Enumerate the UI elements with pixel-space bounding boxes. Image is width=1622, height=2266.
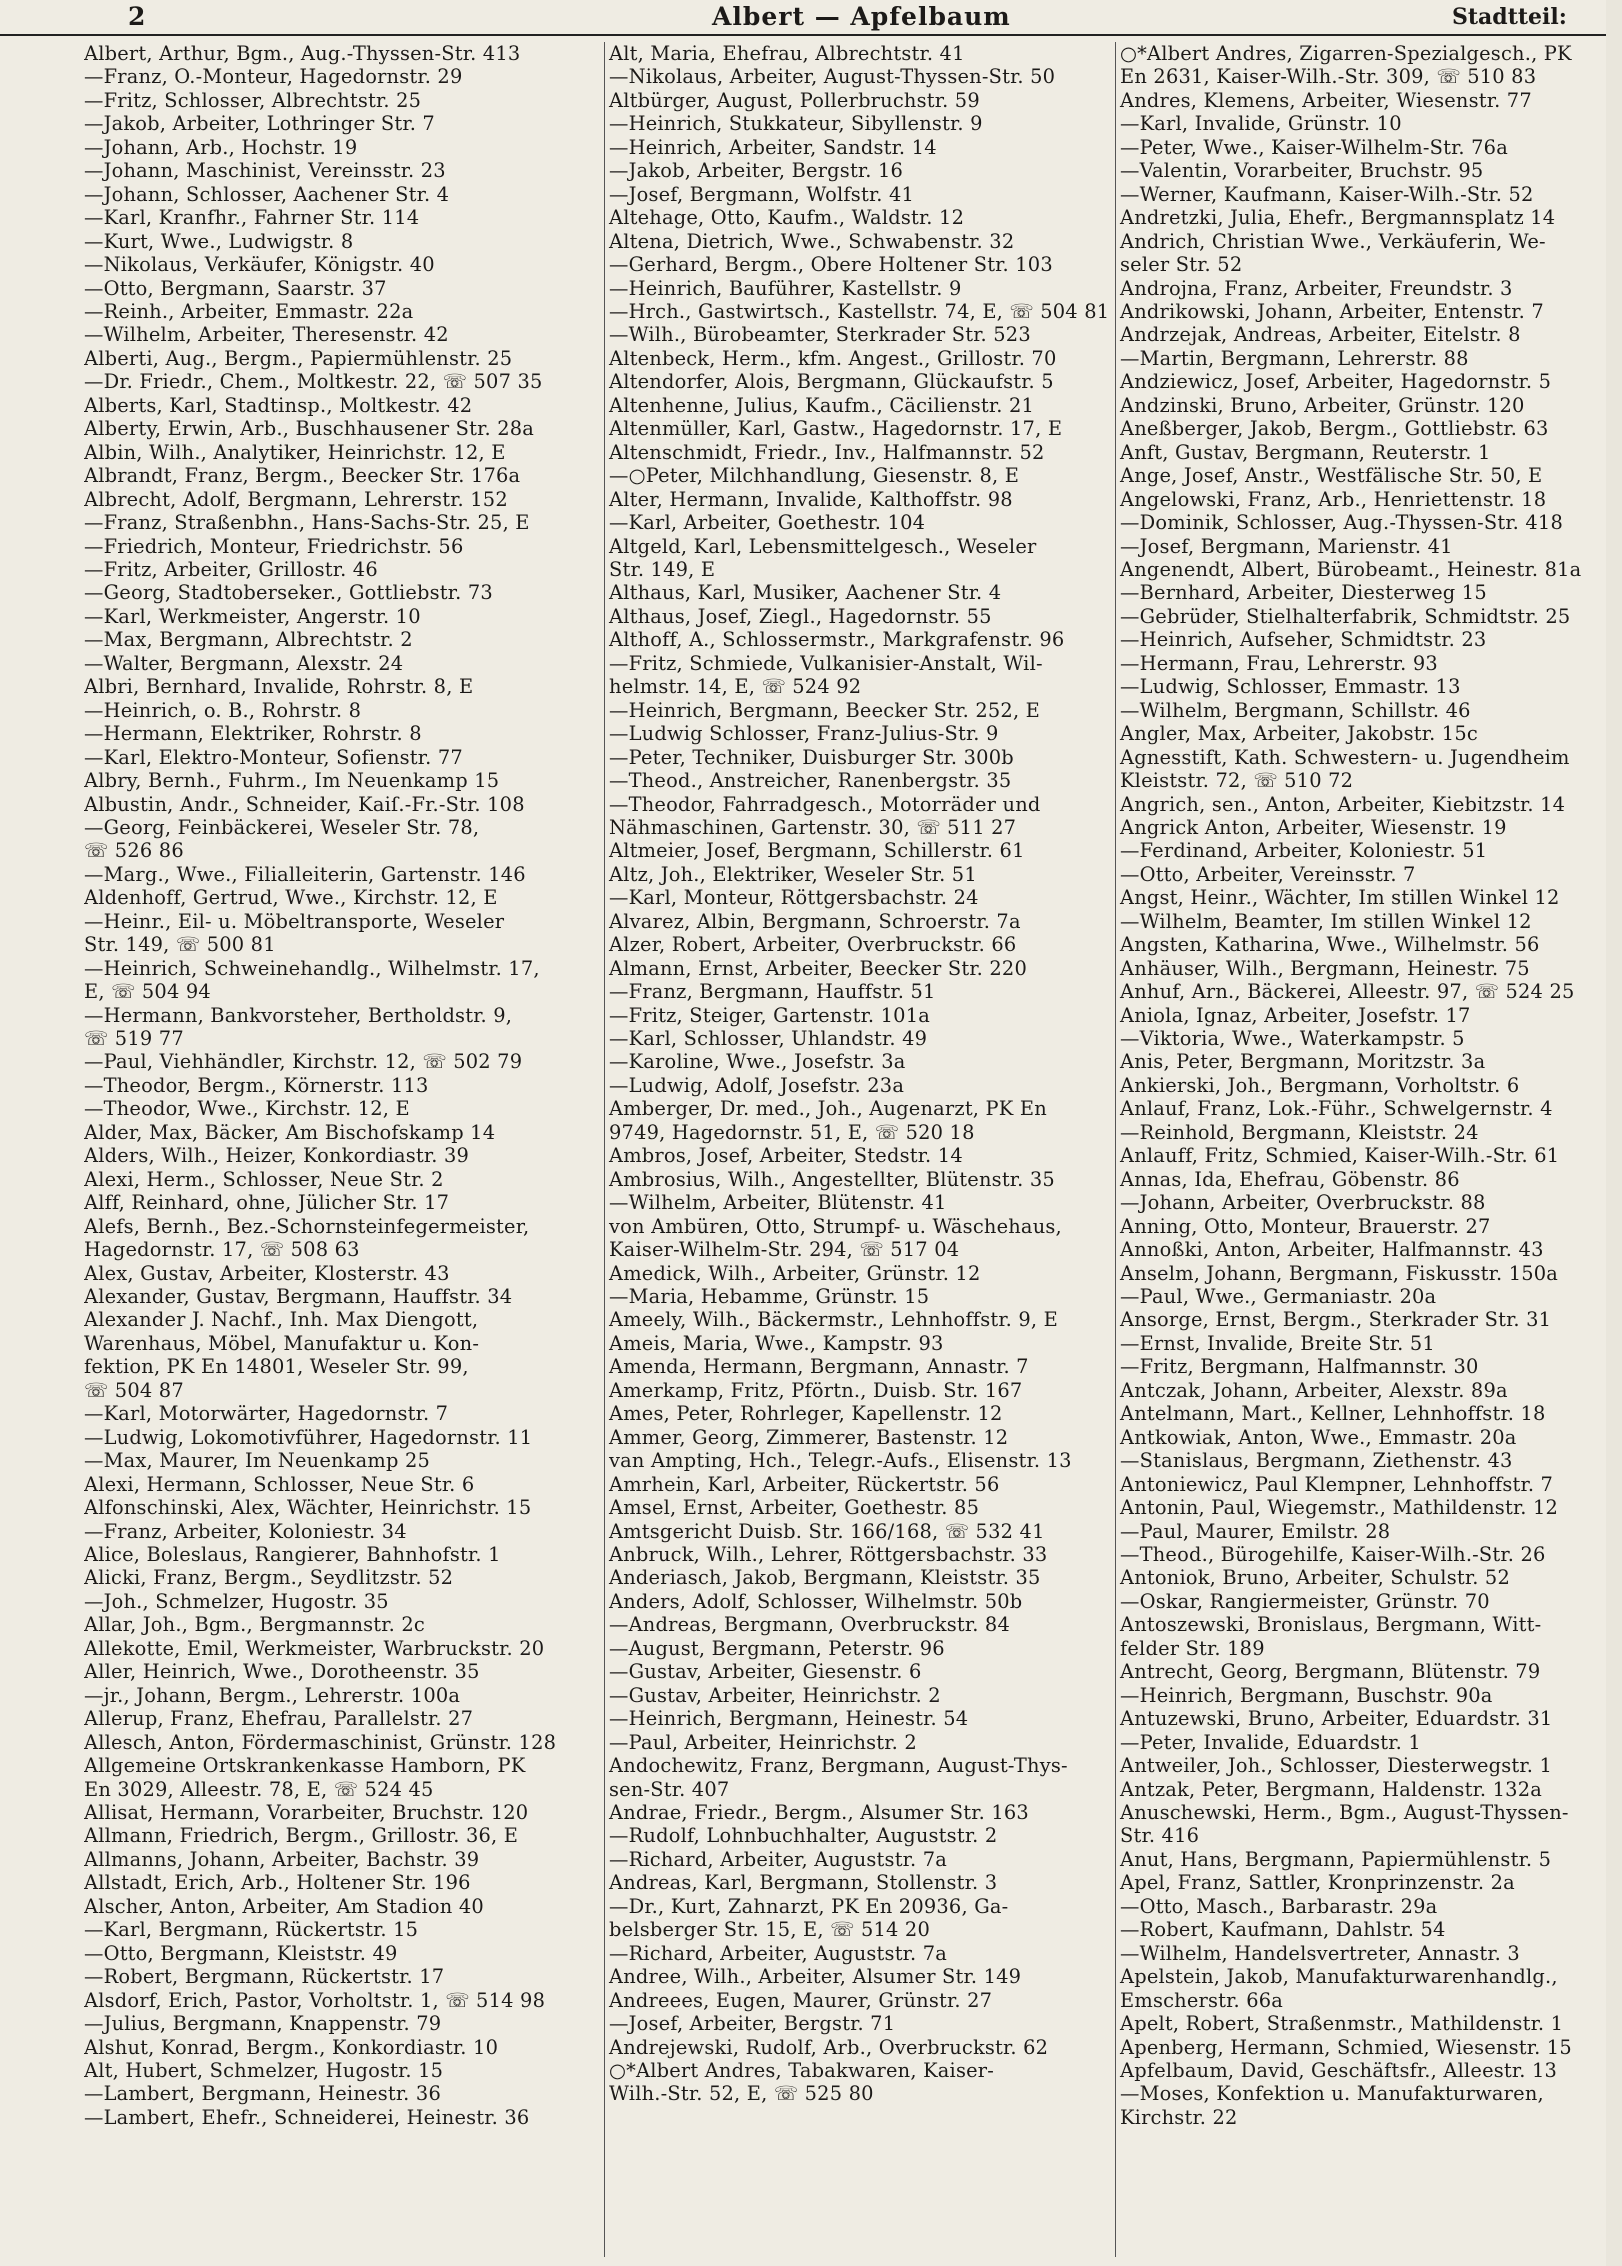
directory-entry: Altz, Joh., Elektriker, Weseler Str. 51	[609, 862, 977, 886]
directory-entry: Almann, Ernst, Arbeiter, Beecker Str. 220	[609, 956, 1028, 980]
directory-entry: Anhäuser, Wilh., Bergmann, Heinestr. 75	[1120, 956, 1530, 980]
directory-entry: —Josef, Bergmann, Marienstr. 41	[1120, 534, 1453, 558]
directory-entry: Kaiser-Wilhelm-Str. 294, ☏ 517 04	[609, 1238, 960, 1262]
directory-entry: Apenberg, Hermann, Schmied, Wiesenstr. 15	[1120, 2035, 1572, 2059]
header-right-label: Stadtteil:	[1452, 4, 1567, 30]
directory-entry: Antonin, Paul, Wiegemstr., Mathildenstr. 12	[1120, 1496, 1559, 1520]
directory-entry: Antoszewski, Bronislaus, Bergmann, Witt-	[1120, 1613, 1542, 1637]
directory-entry: Hagedornstr. 17, ☏ 508 63	[84, 1238, 360, 1262]
directory-entry: Aneßberger, Jakob, Bergm., Gottliebstr. 63	[1120, 417, 1549, 441]
directory-entry: —Georg, Stadtoberseker., Gottliebstr. 73	[84, 581, 493, 605]
directory-entry: Andrich, Christian Wwe., Verkäuferin, We-	[1120, 229, 1546, 253]
directory-entry: Ames, Peter, Rohrleger, Kapellenstr. 12	[609, 1402, 1003, 1426]
directory-entry: —Lambert, Ehefr., Schneiderei, Heinestr. 36	[84, 2105, 530, 2129]
directory-entry: —Walter, Bergmann, Alexstr. 24	[84, 651, 404, 675]
directory-entry: Alicki, Franz, Bergm., Seydlitzstr. 52	[84, 1566, 454, 1590]
directory-entry: Altbürger, August, Pollerbruchstr. 59	[609, 88, 980, 112]
directory-entry: Amerkamp, Fritz, Pförtn., Duisb. Str. 167	[609, 1378, 1023, 1402]
directory-entry: —Paul, Maurer, Emilstr. 28	[1120, 1519, 1391, 1543]
directory-entry: —Viktoria, Wwe., Waterkampstr. 5	[1120, 1027, 1465, 1051]
directory-entry: Andreees, Eugen, Maurer, Grünstr. 27	[609, 1988, 993, 2012]
directory-entry: Altenbeck, Herm., kfm. Angest., Grillostr. 70	[609, 346, 1057, 370]
directory-entry: Str. 149, E	[609, 557, 716, 581]
directory-entry: —Dr., Kurt, Zahnarzt, PK En 20936, Ga-	[609, 1894, 1009, 1918]
directory-entry: —Gebrüder, Stielhalterfabrik, Schmidtstr. 25	[1120, 604, 1571, 628]
directory-entry: —Gustav, Arbeiter, Giesenstr. 6	[609, 1660, 922, 1684]
directory-entry: Apelt, Robert, Straßenmstr., Mathildenstr. 1	[1120, 2012, 1564, 2036]
directory-entry: Andree, Wilh., Arbeiter, Alsumer Str. 149	[609, 1965, 1022, 1989]
directory-entry: ☏ 519 77	[84, 1027, 184, 1051]
column-2	[604, 42, 1111, 2257]
directory-entry: Nähmaschinen, Gartenstr. 30, ☏ 511 27	[609, 815, 1017, 839]
directory-entry: —Karl, Werkmeister, Angerstr. 10	[84, 604, 421, 628]
directory-entry: Kirchstr. 22	[1120, 2105, 1238, 2129]
directory-entry: Anft, Gustav, Bergmann, Reuterstr. 1	[1120, 440, 1491, 464]
directory-entry: —Stanislaus, Bergmann, Ziethenstr. 43	[1120, 1449, 1513, 1473]
directory-entry: —Johann, Arb., Hochstr. 19	[84, 135, 358, 159]
directory-entry: —Nikolaus, Arbeiter, August-Thyssen-Str. 50	[609, 65, 1056, 89]
directory-entry: —Heinrich, Aufseher, Schmidtstr. 23	[1120, 628, 1487, 652]
directory-entry: —Max, Maurer, Im Neuenkamp 25	[84, 1449, 431, 1473]
page-number: 2	[128, 2, 146, 31]
directory-entry: —Johann, Schlosser, Aachener Str. 4	[84, 182, 450, 206]
directory-entry: Allisat, Hermann, Vorarbeiter, Bruchstr. 120	[84, 1800, 529, 1824]
directory-entry: —August, Bergmann, Peterstr. 96	[609, 1636, 945, 1660]
directory-entry: Allmanns, Johann, Arbeiter, Bachstr. 39	[84, 1847, 480, 1871]
directory-entry: van Ampting, Hch., Telegr.-Aufs., Elisenstr. 13	[609, 1449, 1072, 1473]
directory-entry: —Richard, Arbeiter, Auguststr. 7a	[609, 1941, 948, 1965]
directory-entry: Alfonschinski, Alex, Wächter, Heinrichstr. 15	[84, 1496, 532, 1520]
page-header	[0, 0, 1606, 36]
directory-entry: Alice, Boleslaus, Rangierer, Bahnhofstr. 1	[84, 1543, 501, 1566]
directory-entry: Antweiler, Joh., Schlosser, Diesterwegstr. 1	[1120, 1754, 1553, 1778]
directory-entry: Albrecht, Adolf, Bergmann, Lehrerstr. 152	[84, 487, 508, 511]
directory-entry: —Franz, O.-Monteur, Hagedornstr. 29	[84, 65, 463, 89]
directory-entry: —Max, Bergmann, Albrechtstr. 2	[84, 628, 413, 652]
directory-entry: Anselm, Johann, Bergmann, Fiskusstr. 150a	[1120, 1261, 1559, 1285]
directory-entry: —Johann, Maschinist, Vereinsstr. 23	[84, 159, 446, 183]
directory-entry: —Josef, Arbeiter, Bergstr. 71	[609, 2012, 896, 2036]
directory-entry: Andretzki, Julia, Ehefr., Bergmannsplatz 14	[1120, 206, 1556, 230]
directory-entry: —Fritz, Steiger, Gartenstr. 101a	[609, 1003, 931, 1027]
directory-entry: Ambros, Josef, Arbeiter, Stedstr. 14	[609, 1144, 963, 1168]
directory-entry: Altena, Dietrich, Wwe., Schwabenstr. 32	[609, 229, 1015, 253]
directory-entry: —Georg, Feinbäckerei, Weseler Str. 78,	[84, 815, 480, 839]
directory-entry: Altgeld, Karl, Lebensmittelgesch., Weseler	[609, 534, 1037, 558]
directory-entry: —Valentin, Vorarbeiter, Bruchstr. 95	[1120, 159, 1484, 183]
directory-entry: Antczak, Johann, Arbeiter, Alexstr. 89a	[1120, 1378, 1508, 1402]
directory-entry: Anis, Peter, Bergmann, Moritzstr. 3a	[1120, 1050, 1486, 1074]
directory-entry: Albrandt, Franz, Bergm., Beecker Str. 176a	[84, 464, 521, 488]
directory-entry: Ammer, Georg, Zimmerer, Bastenstr. 12	[609, 1425, 1009, 1449]
directory-entry: —Paul, Wwe., Germaniastr. 20a	[1120, 1285, 1437, 1309]
directory-entry: —Wilhelm, Handelsvertreter, Annastr. 3	[1120, 1941, 1520, 1965]
directory-entry: Alff, Reinhard, ohne, Jülicher Str. 17	[84, 1191, 450, 1215]
directory-entry: Antoniewicz, Paul Klempner, Lehnhoffstr. 7	[1120, 1472, 1554, 1496]
directory-entry: —Joh., Schmelzer, Hugostr. 35	[84, 1589, 389, 1613]
directory-entry: Ange, Josef, Anstr., Westfälische Str. 50, E	[1120, 464, 1543, 488]
directory-entry: —Johann, Arbeiter, Overbruckstr. 88	[1120, 1191, 1486, 1215]
directory-entry: —○Peter, Milchhandlung, Giesenstr. 8, E	[609, 464, 1020, 488]
directory-entry: —Maria, Hebamme, Grünstr. 15	[609, 1285, 930, 1309]
directory-entry: ☏ 504 87	[84, 1378, 184, 1402]
directory-entry: Alt, Hubert, Schmelzer, Hugostr. 15	[84, 2058, 444, 2082]
directory-entry: Andrzejak, Andreas, Arbeiter, Eitelstr. 8	[1120, 323, 1521, 347]
directory-entry: —Otto, Bergmann, Saarstr. 37	[84, 276, 387, 300]
directory-entry: Antoniok, Bruno, Arbeiter, Schulstr. 52	[1120, 1566, 1510, 1590]
directory-entry: —Reinhold, Bergmann, Kleiststr. 24	[1120, 1120, 1479, 1144]
directory-entry: Alter, Hermann, Invalide, Kalthoffstr. 98	[609, 487, 1013, 511]
directory-entry: —Ferdinand, Arbeiter, Koloniestr. 51	[1120, 839, 1488, 863]
directory-entry: —Robert, Kaufmann, Dahlstr. 54	[1120, 1918, 1446, 1942]
directory-entry: Anders, Adolf, Schlosser, Wilhelmstr. 50b	[609, 1589, 1023, 1613]
directory-entry: —Martin, Bergmann, Lehrerstr. 88	[1120, 346, 1469, 370]
directory-entry: Allekotte, Emil, Werkmeister, Warbruckstr. 20	[84, 1636, 545, 1660]
column-3	[1115, 42, 1607, 2257]
directory-entry: —Jakob, Arbeiter, Bergstr. 16	[609, 159, 904, 183]
directory-entry: Allstadt, Erich, Arb., Holtener Str. 196	[84, 1871, 471, 1895]
directory-entry: Allesch, Anton, Fördermaschinist, Grünstr. 128	[84, 1730, 557, 1754]
directory-entry: Anut, Hans, Bergmann, Papiermühlenstr. 5	[1120, 1847, 1552, 1871]
directory-entry: —Franz, Arbeiter, Koloniestr. 34	[84, 1519, 407, 1543]
directory-entry: —jr., Johann, Bergm., Lehrerstr. 100a	[84, 1683, 461, 1707]
directory-entry: —Lambert, Bergmann, Heinestr. 36	[84, 2082, 441, 2106]
running-title: Albert — Apfelbaum	[712, 2, 1011, 31]
directory-entry: Anderiasch, Jakob, Bergmann, Kleiststr. 35	[609, 1566, 1041, 1590]
directory-entry: felder Str. 189	[1120, 1636, 1265, 1660]
directory-entry: Allgemeine Ortskrankenkasse Hamborn, PK	[84, 1754, 526, 1778]
directory-entry: Str. 149, ☏ 500 81	[84, 933, 276, 957]
directory-entry: Ansorge, Ernst, Bergm., Sterkrader Str. 31	[1120, 1308, 1552, 1332]
directory-entry: Alexi, Herm., Schlosser, Neue Str. 2	[84, 1167, 444, 1191]
column-1	[84, 42, 580, 2257]
directory-entry: Altendorfer, Alois, Bergmann, Glückaufstr. 5	[609, 370, 1054, 394]
directory-entry: Alefs, Bernh., Bez.-Schornsteinfegermeister,	[84, 1214, 530, 1238]
directory-entry: —Peter, Wwe., Kaiser-Wilhelm-Str. 76a	[1120, 135, 1508, 159]
directory-entry: sen-Str. 407	[609, 1777, 730, 1801]
directory-entry: Andzinski, Bruno, Arbeiter, Grünstr. 120	[1120, 393, 1525, 417]
directory-entry: —Heinrich, Bergmann, Buschstr. 90a	[1120, 1683, 1493, 1707]
directory-entry: —Karl, Bergmann, Rückertstr. 15	[84, 1918, 419, 1942]
directory-entry: Albert, Arthur, Bgm., Aug.-Thyssen-Str. 413	[84, 42, 521, 65]
directory-entry: —Heinrich, Schweinehandlg., Wilhelmstr. 17,	[84, 956, 540, 980]
directory-entry: —Otto, Bergmann, Kleiststr. 49	[84, 1941, 398, 1965]
directory-entry: Amrhein, Karl, Arbeiter, Rückertstr. 56	[609, 1472, 1000, 1496]
directory-entry: —Karl, Arbeiter, Goethestr. 104	[609, 511, 926, 535]
directory-entry: Alder, Max, Bäcker, Am Bischofskamp 14	[84, 1120, 496, 1144]
directory-entry: —Karl, Motorwärter, Hagedornstr. 7	[84, 1402, 449, 1426]
directory-entry: Ameely, Wilh., Bäckermstr., Lehnhoffstr. 9, E	[609, 1308, 1059, 1332]
directory-entry: Agnesstift, Kath. Schwestern- u. Jugendheim	[1120, 745, 1570, 769]
directory-entry: Andrejewski, Rudolf, Arb., Overbruckstr. 62	[609, 2035, 1049, 2059]
directory-entry: von Ambüren, Otto, Strumpf- u. Wäschehaus,	[609, 1214, 1062, 1238]
directory-entry: Albustin, Andr., Schneider, Kaiſ.-Fr.-Str. 108	[84, 792, 525, 816]
directory-entry: Aldenhoff, Gertrud, Wwe., Kirchstr. 12, E	[84, 886, 498, 910]
directory-entry: —Kurt, Wwe., Ludwigstr. 8	[84, 229, 354, 253]
directory-entry: Amsel, Ernst, Arbeiter, Goethestr. 85	[609, 1496, 980, 1520]
directory-entry: —Wilhelm, Beamter, Im stillen Winkel 12	[1120, 909, 1532, 933]
directory-entry: Amtsgericht Duisb. Str. 166/168, ☏ 532 41	[609, 1519, 1045, 1543]
directory-entry: Althaus, Josef, Ziegl., Hagedornstr. 55	[609, 604, 992, 628]
directory-entry: —Andreas, Bergmann, Overbruckstr. 84	[609, 1613, 1010, 1637]
directory-entry: —Karl, Schlosser, Uhlandstr. 49	[609, 1027, 928, 1051]
directory-entry: Andrae, Friedr., Bergm., Alsumer Str. 163	[609, 1800, 1029, 1824]
directory-entry: Apel, Franz, Sattler, Kronprinzenstr. 2a	[1120, 1871, 1515, 1895]
directory-entry: Alvarez, Albin, Bergmann, Schroerstr. 7a	[609, 909, 1021, 933]
directory-entry: Alshut, Konrad, Bergm., Konkordiastr. 10	[84, 2035, 499, 2059]
directory-entry: —Paul, Arbeiter, Heinrichstr. 2	[609, 1730, 917, 1754]
directory-entry: Aniola, Ignaz, Arbeiter, Josefstr. 17	[1120, 1003, 1471, 1027]
directory-entry: —Theodor, Bergm., Körnerstr. 113	[84, 1073, 429, 1097]
directory-entry: —Ludwig, Schlosser, Emmastr. 13	[1120, 675, 1461, 699]
directory-entry: Annas, Ida, Ehefrau, Göbenstr. 86	[1120, 1167, 1460, 1191]
directory-entry: —Wilh., Bürobeamter, Sterkrader Str. 523	[609, 323, 1031, 347]
directory-entry: Emscherstr. 66a	[1120, 1988, 1284, 2012]
directory-entry: Angelowski, Franz, Arb., Henriettenstr. 18	[1120, 487, 1547, 511]
directory-entry: Albri, Bernhard, Invalide, Rohrstr. 8, E	[84, 675, 474, 699]
directory-entry: Angenendt, Albert, Bürobeamt., Heinestr. 81a	[1120, 557, 1582, 581]
directory-entry: Andziewicz, Josef, Arbeiter, Hagedornstr. 5	[1120, 370, 1552, 394]
directory-entry: Anlauff, Fritz, Schmied, Kaiser-Wilh.-Str. 61	[1120, 1144, 1560, 1168]
directory-entry: —Heinrich, o. B., Rohrstr. 8	[84, 698, 362, 722]
directory-entry: —Hrch., Gastwirtsch., Kastellstr. 74, E, ☏ 504 81	[609, 299, 1110, 323]
directory-entry: —Dominik, Schlosser, Aug.-Thyssen-Str. 418	[1120, 511, 1563, 535]
directory-entry: Warenhaus, Möbel, Manufaktur u. Kon-	[84, 1331, 480, 1355]
directory-entry: Amberger, Dr. med., Joh., Augenarzt, PK En	[609, 1097, 1047, 1121]
directory-entry: Anlauf, Franz, Lok.-Führ., Schwelgernstr. 4	[1120, 1097, 1553, 1121]
directory-entry: Alsdorf, Erich, Pastor, Vorholtstr. 1, ☏ 514 98	[84, 1988, 546, 2012]
directory-entry: —Heinrich, Arbeiter, Sandstr. 14	[609, 135, 937, 159]
directory-entry: Annoßki, Anton, Arbeiter, Halfmannstr. 43	[1120, 1238, 1544, 1262]
directory-entry: —Heinrich, Bergmann, Beecker Str. 252, E	[609, 698, 1041, 722]
directory-entry: Albin, Wilh., Analytiker, Heinrichstr. 12, E	[84, 440, 506, 464]
directory-entry: —Josef, Bergmann, Wolfstr. 41	[609, 182, 915, 206]
directory-entry: —Theodor, Fahrradgesch., Motorräder und	[609, 792, 1041, 816]
directory-entry: —Karl, Elektro-Monteur, Sofienstr. 77	[84, 745, 463, 769]
directory-entry: Wilh.-Str. 52, E, ☏ 525 80	[609, 2082, 874, 2106]
directory-entry: Andochewitz, Franz, Bergmann, August-Thys-	[609, 1754, 1068, 1778]
directory-entry: Altenmüller, Karl, Gastw., Hagedornstr. 17, E	[609, 417, 1063, 441]
directory-entry: —Karoline, Wwe., Josefstr. 3a	[609, 1050, 906, 1074]
directory-entry: —Otto, Masch., Barbarastr. 29a	[1120, 1894, 1438, 1918]
directory-entry: —Peter, Techniker, Duisburger Str. 300b	[609, 745, 1014, 769]
directory-entry: 9749, Hagedornstr. 51, E, ☏ 520 18	[609, 1120, 975, 1144]
directory-entry: —Peter, Invalide, Eduardstr. 1	[1120, 1730, 1421, 1754]
directory-entry: —Ludwig, Lokomotivführer, Hagedornstr. 11	[84, 1425, 533, 1449]
directory-entry: Allerup, Franz, Ehefrau, Parallelstr. 27	[84, 1707, 474, 1731]
directory-entry: Apelstein, Jakob, Manufakturwarenhandlg.,	[1120, 1965, 1558, 1989]
directory-entry: —Karl, Invalide, Grünstr. 10	[1120, 112, 1402, 136]
directory-entry: —Karl, Kranfhr., Fahrner Str. 114	[84, 206, 420, 230]
directory-entry: Str. 416	[1120, 1824, 1200, 1848]
directory-entry: Antuzewski, Bruno, Arbeiter, Eduardstr. 31	[1120, 1707, 1553, 1731]
directory-entry: —Marg., Wwe., Filialleiterin, Gartenstr. 146	[84, 862, 526, 886]
directory-entry: En 3029, Alleestr. 78, E, ☏ 524 45	[84, 1777, 434, 1801]
directory-entry: Angrich, sen., Anton, Arbeiter, Kiebitzstr. 14	[1120, 792, 1566, 816]
directory-entry: Althoff, A., Schlossermstr., Markgrafenstr. 96	[609, 628, 1065, 652]
directory-entry: ○*Albert Andres, Zigarren-Spezialgesch., PK	[1120, 42, 1572, 65]
directory-entry: belsberger Str. 15, E, ☏ 514 20	[609, 1918, 931, 1942]
directory-entry: —Hermann, Elektriker, Rohrstr. 8	[84, 722, 422, 746]
directory-entry: —Fritz, Schmiede, Vulkanisier-Anstalt, Wil-	[609, 651, 1043, 675]
directory-entry: —Wilhelm, Bergmann, Schillstr. 46	[1120, 698, 1471, 722]
directory-entry: Amedick, Wilh., Arbeiter, Grünstr. 12	[609, 1261, 981, 1285]
directory-entry: —Ernst, Invalide, Breite Str. 51	[1120, 1331, 1435, 1355]
directory-entry: Andrikowski, Johann, Arbeiter, Entenstr. 7	[1120, 299, 1544, 323]
directory-entry: Aller, Heinrich, Wwe., Dorotheenstr. 35	[84, 1660, 480, 1684]
directory-entry: —Karl, Monteur, Röttgersbachstr. 24	[609, 886, 979, 910]
directory-entry: Alzer, Robert, Arbeiter, Overbruckstr. 66	[609, 933, 1017, 957]
directory-entry: —Dr. Friedr., Chem., Moltkestr. 22, ☏ 507 35	[84, 370, 543, 394]
directory-entry: —Heinrich, Bergmann, Heinestr. 54	[609, 1707, 969, 1731]
directory-entry: Antkowiak, Anton, Wwe., Emmastr. 20a	[1120, 1425, 1517, 1449]
directory-entry: Alberti, Aug., Bergm., Papiermühlenstr. 25	[84, 346, 513, 370]
directory-entry: Andreas, Karl, Bergmann, Stollenstr. 3	[609, 1871, 998, 1895]
directory-entry: —Fritz, Bergmann, Halfmannstr. 30	[1120, 1355, 1479, 1379]
directory-entry: Angsten, Katharina, Wwe., Wilhelmstr. 56	[1120, 933, 1540, 957]
directory-entry: —Hermann, Bankvorsteher, Bertholdstr. 9,	[84, 1003, 513, 1027]
directory-entry: —Moses, Konfektion u. Manufakturwaren,	[1120, 2082, 1544, 2106]
directory-entry: Anuschewski, Herm., Bgm., August-Thyssen-	[1120, 1800, 1569, 1824]
directory-entry: Altenhenne, Julius, Kaufm., Cäcilienstr. 21	[609, 393, 1035, 417]
directory-entry: helmstr. 14, E, ☏ 524 92	[609, 675, 862, 699]
directory-entry: Ameis, Maria, Wwe., Kampstr. 93	[609, 1331, 944, 1355]
directory-entry: Altehage, Otto, Kaufm., Waldstr. 12	[609, 206, 965, 230]
directory-entry: Anbruck, Wilh., Lehrer, Röttgersbachstr. 33	[609, 1543, 1048, 1566]
directory-entry: Alexi, Hermann, Schlosser, Neue Str. 6	[84, 1472, 475, 1496]
directory-entry: Alexander J. Nachf., Inh. Max Diengott,	[84, 1308, 479, 1332]
directory-entry: —Richard, Arbeiter, Auguststr. 7a	[609, 1847, 948, 1871]
directory-entry: Antrecht, Georg, Bergmann, Blütenstr. 79	[1120, 1660, 1541, 1684]
directory-entry: —Friedrich, Monteur, Friedrichstr. 56	[84, 534, 464, 558]
directory-entry: Alberts, Karl, Stadtinsp., Moltkestr. 42	[84, 393, 473, 417]
directory-entry: —Robert, Bergmann, Rückertstr. 17	[84, 1965, 445, 1989]
directory-entry: Alex, Gustav, Arbeiter, Klosterstr. 43	[84, 1261, 450, 1285]
directory-entry: —Wilhelm, Arbeiter, Blütenstr. 41	[609, 1191, 947, 1215]
directory-entry: Antelmann, Mart., Kellner, Lehnhoffstr. 18	[1120, 1402, 1546, 1426]
directory-entry: Kleiststr. 72, ☏ 510 72	[1120, 769, 1354, 793]
directory-entry: —Nikolaus, Verkäufer, Königstr. 40	[84, 253, 435, 277]
directory-entry: Alders, Wilh., Heizer, Konkordiastr. 39	[84, 1144, 470, 1168]
directory-entry: Angrick Anton, Arbeiter, Wiesenstr. 19	[1120, 815, 1507, 839]
directory-entry: —Heinr., Eil- u. Möbeltransporte, Weseler	[84, 909, 505, 933]
directory-entry: Andres, Klemens, Arbeiter, Wiesenstr. 77	[1120, 88, 1532, 112]
directory-entry: —Hermann, Frau, Lehrerstr. 93	[1120, 651, 1438, 675]
directory-entry: —Heinrich, Bauführer, Kastellstr. 9	[609, 276, 962, 300]
directory-entry: —Theod., Bürogehilfe, Kaiser-Wilh.-Str. 26	[1120, 1543, 1546, 1566]
directory-entry: seler Str. 52	[1120, 253, 1243, 277]
directory-entry: Althaus, Karl, Musiker, Aachener Str. 4	[609, 581, 1002, 605]
directory-entry: —Rudolf, Lohnbuchhalter, Auguststr. 2	[609, 1824, 998, 1848]
directory-entry: —Heinrich, Stukkateur, Sibyllenstr. 9	[609, 112, 983, 136]
directory-entry: ☏ 526 86	[84, 839, 184, 863]
directory-entry: Anning, Otto, Monteur, Brauerstr. 27	[1120, 1214, 1491, 1238]
directory-entry: Antzak, Peter, Bergmann, Haldenstr. 132a	[1120, 1777, 1543, 1801]
directory-entry: Allar, Joh., Bgm., Bergmannstr. 2c	[84, 1613, 425, 1637]
directory-entry: fektion, PK En 14801, Weseler Str. 99,	[84, 1355, 469, 1379]
directory-entry: Anhuf, Arn., Bäckerei, Alleestr. 97, ☏ 524 25	[1120, 980, 1575, 1004]
directory-entry: —Ludwig Schlosser, Franz-Julius-Str. 9	[609, 722, 999, 746]
directory-entry: ○*Albert Andres, Tabakwaren, Kaiser-	[609, 2058, 994, 2082]
directory-entry: Alexander, Gustav, Bergmann, Hauffstr. 34	[84, 1285, 513, 1309]
directory-entry: —Gustav, Arbeiter, Heinrichstr. 2	[609, 1683, 941, 1707]
directory-entry: —Oskar, Rangiermeister, Grünstr. 70	[1120, 1589, 1490, 1613]
directory-entry: Ambrosius, Wilh., Angestellter, Blütenstr. 35	[609, 1167, 1055, 1191]
directory-entry: —Franz, Bergmann, Hauffstr. 51	[609, 980, 936, 1004]
directory-entry: Androjna, Franz, Arbeiter, Freundstr. 3	[1120, 276, 1513, 300]
directory-entry: —Paul, Viehhändler, Kirchstr. 12, ☏ 502 79	[84, 1050, 523, 1074]
directory-entry: En 2631, Kaiser-Wilh.-Str. 309, ☏ 510 83	[1120, 65, 1537, 89]
directory-entry: Alt, Maria, Ehefrau, Albrechtstr. 41	[609, 42, 965, 65]
directory-entry: —Ludwig, Adolf, Josefstr. 23a	[609, 1073, 905, 1097]
directory-entry: —Franz, Straßenbhn., Hans-Sachs-Str. 25, E	[84, 511, 530, 535]
directory-entry: Altmeier, Josef, Bergmann, Schillerstr. 61	[609, 839, 1025, 863]
directory-entry: Allmann, Friedrich, Bergm., Grillostr. 36, E	[84, 1824, 519, 1848]
directory-entry: —Reinh., Arbeiter, Emmastr. 22a	[84, 299, 414, 323]
directory-entry: —Theod., Anstreicher, Ranenbergstr. 35	[609, 769, 1012, 793]
directory-entry: —Jakob, Arbeiter, Lothringer Str. 7	[84, 112, 435, 136]
directory-entry: Altenschmidt, Friedr., Inv., Halfmannstr. 52	[609, 440, 1045, 464]
directory-entry: Apfelbaum, David, Geschäftsfr., Alleestr. 13	[1120, 2058, 1558, 2082]
directory-entry: Angler, Max, Arbeiter, Jakobstr. 15c	[1120, 722, 1478, 746]
directory-entry: —Julius, Bergmann, Knappenstr. 79	[84, 2012, 442, 2036]
directory-entry: E, ☏ 504 94	[84, 980, 211, 1004]
directory-entry: —Gerhard, Bergm., Obere Holtener Str. 103	[609, 253, 1053, 277]
directory-entry: Amenda, Hermann, Bergmann, Annastr. 7	[609, 1355, 1029, 1379]
directory-entry: Angst, Heinr., Wächter, Im stillen Winkel 12	[1120, 886, 1560, 910]
directory-entry: —Wilhelm, Arbeiter, Theresenstr. 42	[84, 323, 449, 347]
directory-entry: Albry, Bernh., Fuhrm., Im Neuenkamp 15	[84, 769, 500, 793]
directory-entry: —Theodor, Wwe., Kirchstr. 12, E	[84, 1097, 410, 1121]
directory-entry: Alscher, Anton, Arbeiter, Am Stadion 40	[84, 1894, 484, 1918]
directory-entry: —Fritz, Schlosser, Albrechtstr. 25	[84, 88, 422, 112]
directory-entry: —Otto, Arbeiter, Vereinsstr. 7	[1120, 862, 1416, 886]
directory-entry: —Fritz, Arbeiter, Grillostr. 46	[84, 557, 378, 581]
directory-entry: —Bernhard, Arbeiter, Diesterweg 15	[1120, 581, 1487, 605]
directory-entry: —Werner, Kaufmann, Kaiser-Wilh.-Str. 52	[1120, 182, 1534, 206]
directory-entry: Ankierski, Joh., Bergmann, Vorholtstr. 6	[1120, 1073, 1520, 1097]
directory-entry: Alberty, Erwin, Arb., Buschhausener Str. 28a	[84, 417, 535, 441]
